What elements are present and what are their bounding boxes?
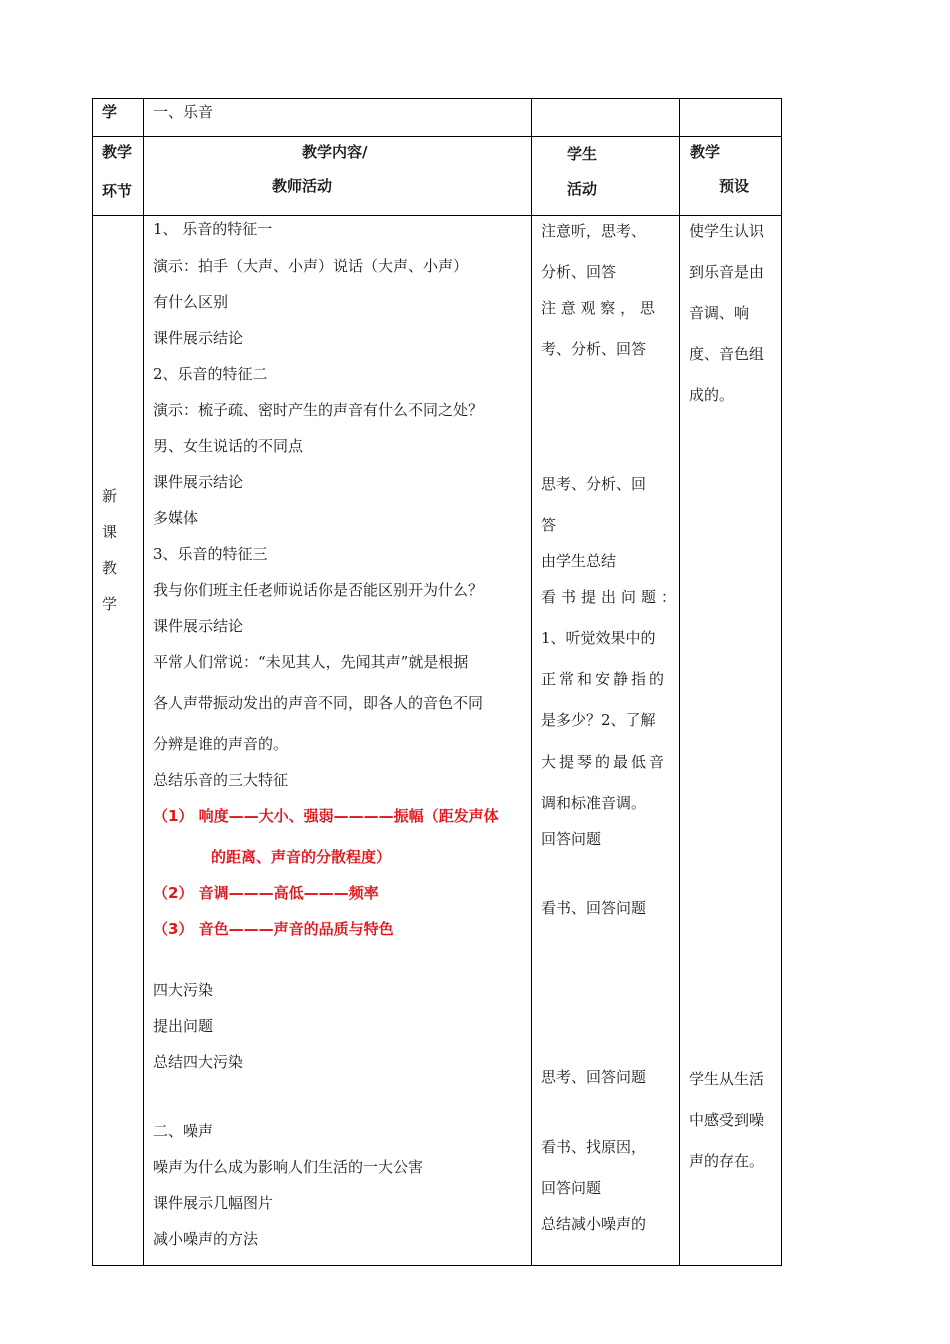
top-row-label: 学 [102,103,118,121]
student-line: 看书、回答问题 [541,899,647,917]
section-label-char: 教 [102,559,118,577]
student-line: 思考、回答问题 [541,1068,647,1086]
content-line: 提出问题 [153,1017,214,1035]
content-line: 噪声为什么成为影响人们生活的一大公害 [153,1158,424,1176]
header-stage-line1: 教学 [102,143,133,161]
col-divider-3 [679,98,680,1265]
student-line: 大提琴的最低音 [541,753,668,771]
design-line: 中感受到噪 [689,1111,765,1129]
student-line: 回答问题 [541,1179,602,1197]
top-row-title: 一、乐音 [153,103,214,121]
content-line: 总结乐音的三大特征 [153,771,289,789]
design-line: 学生从生活 [689,1070,765,1088]
content-line: 1、 乐音的特征一 [153,220,273,238]
student-line: 注 意 观 察 ， 思 [541,299,655,317]
design-line: 声的存在。 [689,1152,765,1170]
student-line: 由学生总结 [541,552,617,570]
design-line: 音调、响 [689,304,750,322]
header-design-line2: 预设 [719,177,750,195]
design-line: 使学生认识 [689,222,765,240]
feature-loudness-cont: 的距离、声音的分散程度） [211,848,392,866]
content-line: 演示：拍手（大声、小声）说话（大声、小声） [153,257,469,275]
col-divider-1 [143,98,144,1265]
student-line: 分析、回答 [541,263,617,281]
header-stage-line2: 环节 [102,182,133,200]
content-line: 平常人们常说：“未见其人，先闻其声”就是根据 [153,653,469,671]
content-line: 四大污染 [153,981,214,999]
feature-pitch: （2） 音调———高低———频率 [153,884,379,902]
header-content-line1: 教学内容/ [302,143,368,161]
feature-loudness: （1） 响度——大小、强弱————振幅（距发声体 [153,807,499,825]
content-line: 多媒体 [153,509,199,527]
content-line: 2、乐音的特征二 [153,365,268,383]
design-line: 到乐音是由 [689,263,765,281]
student-line: 总结减小噪声的 [541,1215,647,1233]
content-line: 减小噪声的方法 [153,1230,259,1248]
student-line: 看书提出问题： [541,588,682,606]
row-divider-header [92,215,781,216]
header-design-line1: 教学 [690,143,721,161]
student-line: 考、分析、回答 [541,340,647,358]
content-line: 我与你们班主任老师说话你是否能区别开为什么？ [153,581,484,599]
section-label-char: 学 [102,595,118,613]
content-line: 课件展示结论 [153,473,244,491]
student-line: 思考、分析、回 [541,475,647,493]
section-label-char: 课 [102,523,118,541]
col-divider-2 [531,98,532,1265]
content-line: 分辨是谁的声音的。 [153,735,289,753]
content-line: 有什么区别 [153,293,229,311]
student-line: 正常和安静指的 [541,670,668,688]
design-line: 成的。 [689,386,735,404]
student-line: 调和标准音调。 [541,794,647,812]
row-divider-top [92,136,781,137]
student-line: 1、听觉效果中的 [541,629,656,647]
content-line: 课件展示结论 [153,617,244,635]
content-line: 课件展示结论 [153,329,244,347]
section-label-char: 新 [102,487,118,505]
content-line: 3、乐音的特征三 [153,545,268,563]
student-line: 答 [541,516,557,534]
content-line: 二、噪声 [153,1122,214,1140]
content-line: 各人声带振动发出的声音不同，即各人的音色不同 [153,694,484,712]
header-student-line2: 活动 [567,180,598,198]
design-line: 度、音色组 [689,345,765,363]
student-line: 回答问题 [541,830,602,848]
student-line: 看书、找原因， [541,1138,647,1156]
header-student-line1: 学生 [567,145,598,163]
content-line: 总结四大污染 [153,1053,244,1071]
header-content-line2: 教师活动 [272,177,333,195]
student-line: 是多少？2、了解 [541,711,656,729]
content-line: 男、女生说话的不同点 [153,437,304,455]
content-line: 课件展示几幅图片 [153,1194,274,1212]
content-line: 演示：梳子疏、密时产生的声音有什么不同之处？ [153,401,484,419]
feature-timbre: （3） 音色———声音的品质与特色 [153,920,394,938]
student-line: 注意听，思考、 [541,222,647,240]
